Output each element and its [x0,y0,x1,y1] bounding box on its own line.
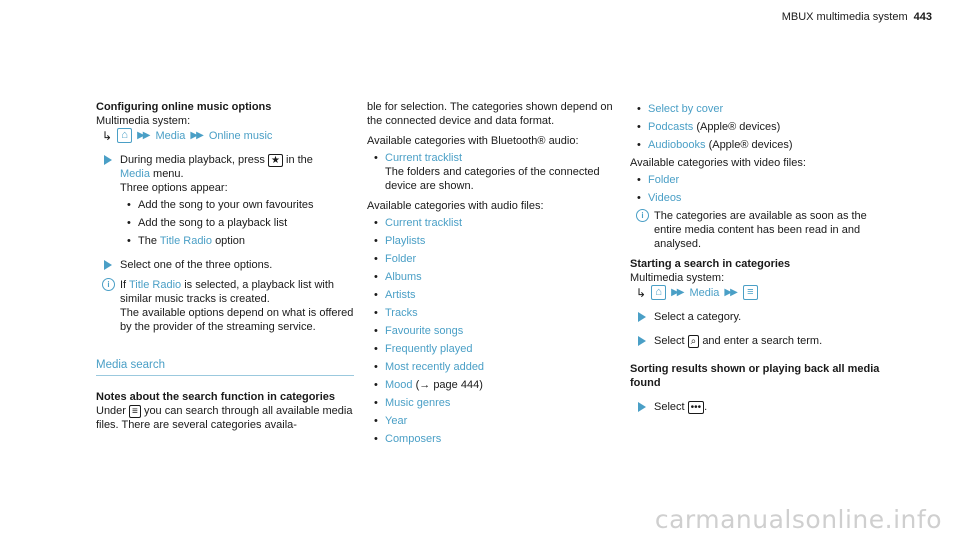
step-enter-search [630,334,892,348]
category-current-tracklist[interactable]: Current tracklist [385,152,463,164]
step-text: Three options appear: [120,182,228,194]
info-icon: i [636,209,649,222]
list-item [367,432,619,446]
step-select-more [630,400,892,414]
step-text: Select a category. [654,311,742,323]
list-item [630,120,892,134]
star-key-icon: ★ [268,154,283,167]
list-item [367,378,619,392]
step-text: and enter a search term. [702,335,823,347]
system-label: Multimedia system: [96,115,191,127]
list-item [367,360,619,374]
step-text: During media playback, press [120,154,265,166]
list-item [367,414,619,428]
search-list-icon[interactable]: ≡ [743,285,758,300]
category-item[interactable]: Audiobooks [648,139,706,151]
step-select-category [630,310,892,324]
option-list [120,198,354,248]
link-title-radio[interactable]: Title Radio [159,235,212,247]
watermark: carmanualsonline.info [654,505,942,534]
heading-configuring: Configuring online music options [96,101,272,113]
step-text: . [704,401,708,413]
category-item[interactable]: Playlists [385,235,426,247]
column-2 [367,100,619,450]
category-item[interactable]: Albums [385,271,422,283]
category-item[interactable]: Frequently played [385,343,473,355]
return-arrow-icon: ↳ [636,285,647,300]
category-mood[interactable]: Mood [385,379,413,391]
category-item[interactable]: Year [385,415,408,427]
video-categories: Available categories with video files: [630,157,806,169]
list-item: • Add the song to your own favourites [120,198,354,212]
audio-categories: Available categories with audio files: [367,200,544,212]
column-1 [96,100,354,432]
info-icon: i [102,278,115,291]
list-item [120,234,354,248]
note-text: The available options depend on what is offered by the provider of the streaming service. [120,307,354,333]
list-item: • Add the song to a playback list [120,216,354,230]
return-arrow-icon: ↳ [102,128,113,143]
chevron-right-icon: ▶▶ [190,129,202,141]
bluetooth-categories: Available categories with Bluetooth® audio: [367,135,579,147]
list-item [630,191,892,205]
menu-path [630,285,892,300]
list-text: The [138,235,157,247]
step-text: Select [654,401,685,413]
step-text: in the [286,154,313,166]
page-header [692,10,932,24]
step-text: Select one of the three options. [120,259,273,271]
list-item [367,151,619,193]
list-text: option [215,235,246,247]
step-press-favourite [96,153,354,248]
header-title: MBUX multimedia system [781,11,908,23]
more-options-icon: ••• [688,401,705,414]
heading-starting-search: Starting a search in categories [630,258,791,270]
intro-continued: ble for selection. The categories shown depend on the connected device and data format. [367,101,613,127]
chevron-right-icon: ▶▶ [137,129,149,141]
section-media-search: Media search [96,358,354,376]
category-suffix: (Apple® devices) [696,121,781,133]
menu-path-online-music[interactable]: Online music [208,129,273,142]
list-item [367,396,619,410]
list-item [367,252,619,266]
list-item [367,216,619,230]
page-number: 443 [913,11,932,23]
step-text: Select [654,335,685,347]
note-text: If [120,279,127,291]
step-arrow-icon [638,336,646,346]
chevron-right-icon: ▶▶ [724,286,736,298]
list-item [630,138,892,152]
video-list [630,173,892,205]
search-icon: ⌕ [688,335,700,348]
audio-list [367,216,619,446]
list-item [367,234,619,248]
menu-path [96,128,354,143]
category-item[interactable]: Select by cover [648,103,724,115]
home-icon: ⌂ [651,285,666,300]
category-item[interactable]: Podcasts [648,121,694,133]
step-select-option [96,258,354,272]
note-text: is selected, a playback list with similar music tracks is created. [120,279,335,305]
category-item[interactable]: Folder [648,174,680,186]
list-item [367,288,619,302]
category-item[interactable]: Favourite songs [385,325,464,337]
search-intro [96,404,354,432]
category-desc: The folders and categories of the connected device are shown. [385,166,600,192]
chevron-right-icon: ▶▶ [671,286,683,298]
category-item[interactable]: Folder [385,253,417,265]
system-label: Multimedia system: [630,272,725,284]
column-3 [630,100,892,414]
list-item [367,324,619,338]
category-item[interactable]: Music genres [385,397,451,409]
bluetooth-list [367,151,619,193]
list-item [630,173,892,187]
step-arrow-icon [638,402,646,412]
menu-path-media[interactable]: Media [155,129,186,142]
link-media[interactable]: Media [120,168,150,180]
info-note [630,209,892,251]
search-list-icon: ≡ [129,405,141,418]
menu-path-media[interactable]: Media [689,286,720,299]
page-reference[interactable]: (→ page 444) [415,379,483,391]
category-item[interactable]: Composers [385,433,442,445]
category-suffix: (Apple® devices) [708,139,793,151]
list-item [367,270,619,284]
list-item [367,342,619,356]
category-item[interactable]: Artists [385,289,416,301]
heading-notes-search: Notes about the search function in categories [96,391,335,403]
home-icon: ⌂ [117,128,132,143]
intro-text: you can search through all available media files. There are several categories availa- [96,405,353,431]
category-item[interactable]: Tracks [385,307,418,319]
note-text: The categories are available as soon as the entire media content has been read in and analysed. [654,210,867,250]
step-arrow-icon [104,260,112,270]
step-arrow-icon [638,312,646,322]
step-text: menu. [153,168,184,180]
category-item[interactable]: Videos [648,192,682,204]
step-arrow-icon [104,155,112,165]
category-item[interactable]: Current tracklist [385,217,463,229]
heading-sorting-results: Sorting results shown or playing back all media found [630,363,880,389]
list-item [630,102,892,116]
intro-text: Under [96,405,126,417]
list-item [367,306,619,320]
info-note [96,278,354,334]
link-title-radio[interactable]: Title Radio [128,279,182,291]
audio-list-continued [630,102,892,152]
category-item[interactable]: Most recently added [385,361,485,373]
